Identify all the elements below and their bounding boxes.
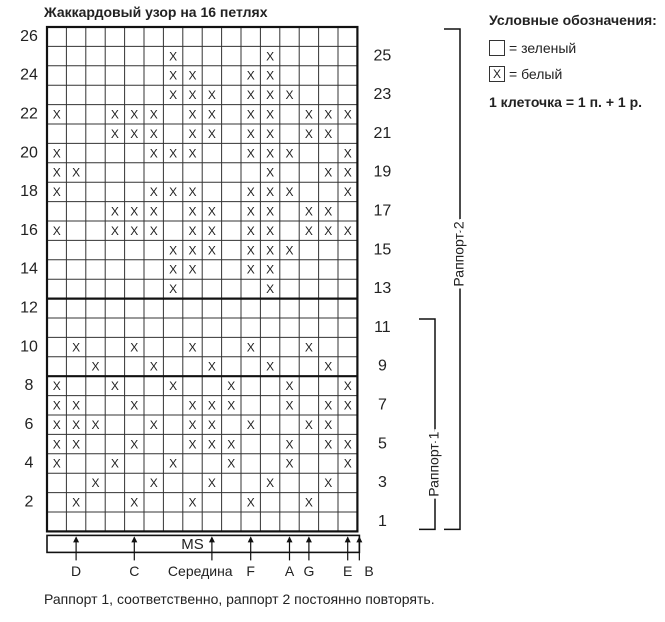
white-stitch-cell: X: [246, 146, 255, 161]
white-stitch-cell: X: [110, 126, 119, 141]
row-number-right: 3: [377, 474, 387, 492]
white-stitch-cell: X: [188, 340, 197, 355]
stitch-marker-label: A: [284, 563, 295, 580]
white-stitch-cell: X: [343, 398, 352, 413]
white-stitch-cell: X: [227, 437, 236, 452]
row-number-left: 10: [20, 338, 38, 356]
white-stitch-cell: X: [207, 243, 216, 258]
chart-title: Жаккардовый узор на 16 петлях: [44, 4, 268, 20]
legend-scale-note: 1 клеточка = 1 п. + 1 р.: [489, 94, 643, 110]
white-stitch-cell: X: [343, 379, 352, 394]
legend-item-label: = белый: [509, 66, 563, 82]
white-stitch-cell: X: [91, 417, 100, 432]
white-stitch-cell: X: [52, 146, 61, 161]
row-number-right: 9: [377, 357, 387, 375]
white-stitch-cell: X: [266, 223, 275, 238]
white-stitch-cell: X: [266, 146, 275, 161]
white-stitch-cell: X: [188, 107, 197, 122]
white-stitch-cell: X: [149, 146, 158, 161]
white-stitch-cell: X: [72, 340, 81, 355]
stitch-marker-label: Середина: [167, 563, 233, 580]
white-stitch-cell: X: [227, 379, 236, 394]
white-stitch-cell: X: [343, 185, 352, 200]
white-stitch-cell: X: [188, 495, 197, 510]
white-stitch-cell: X: [266, 262, 275, 277]
white-stitch-cell: X: [304, 495, 313, 510]
marker-arrow-head: [248, 536, 254, 542]
white-stitch-cell: X: [169, 379, 178, 394]
legend-heading: Условные обозначения:: [489, 12, 657, 28]
row-number-left: 2: [24, 493, 34, 511]
white-stitch-cell: X: [266, 185, 275, 200]
white-stitch-cell: X: [246, 495, 255, 510]
white-stitch-cell: X: [285, 146, 294, 161]
stitch-marker-label: F: [246, 563, 255, 580]
white-stitch-cell: X: [266, 359, 275, 374]
white-stitch-cell: X: [304, 417, 313, 432]
row-number-right: 1: [377, 512, 387, 530]
white-stitch-cell: X: [285, 398, 294, 413]
white-stitch-cell: X: [304, 223, 313, 238]
white-stitch-cell: X: [188, 204, 197, 219]
white-stitch-cell: X: [324, 359, 333, 374]
row-number-right: 11: [374, 318, 391, 336]
white-stitch-cell: X: [149, 204, 158, 219]
row-number-left: 20: [20, 144, 38, 162]
white-stitch-cell: X: [343, 107, 352, 122]
white-stitch-cell: X: [285, 88, 294, 103]
white-stitch-cell: X: [149, 185, 158, 200]
marker-arrow-head: [306, 536, 312, 542]
white-stitch-cell: X: [52, 223, 61, 238]
row-number-left: 4: [24, 454, 34, 472]
white-stitch-cell: X: [130, 126, 139, 141]
white-stitch-cell: X: [343, 165, 352, 180]
marker-arrow-head: [356, 536, 362, 542]
white-stitch-cell: X: [246, 340, 255, 355]
white-stitch-cell: X: [110, 107, 119, 122]
row-number-right: 15: [373, 241, 392, 259]
white-stitch-cell: X: [52, 456, 61, 471]
white-stitch-cell: X: [130, 107, 139, 122]
row-number-right: 17: [373, 202, 392, 220]
white-stitch-cell: X: [285, 243, 294, 258]
white-stitch-cell: X: [169, 49, 178, 64]
white-stitch-cell: X: [110, 223, 119, 238]
marker-arrow-head: [345, 536, 351, 542]
white-stitch-cell: X: [266, 126, 275, 141]
white-stitch-cell: X: [130, 398, 139, 413]
marker-arrow-head: [209, 536, 215, 542]
white-stitch-cell: X: [227, 456, 236, 471]
row-number-left: 6: [24, 415, 34, 433]
white-stitch-cell: X: [324, 165, 333, 180]
white-stitch-cell: X: [130, 437, 139, 452]
white-stitch-cell: X: [285, 185, 294, 200]
white-stitch-cell: X: [188, 185, 197, 200]
white-stitch-cell: X: [149, 126, 158, 141]
white-stitch-cell: X: [324, 476, 333, 491]
white-stitch-cell: X: [285, 379, 294, 394]
white-stitch-cell: X: [304, 107, 313, 122]
white-stitch-cell: X: [188, 146, 197, 161]
row-number-right: 5: [377, 435, 387, 453]
white-stitch-cell: X: [130, 340, 139, 355]
white-stitch-cell: X: [304, 126, 313, 141]
white-stitch-cell: X: [266, 243, 275, 258]
marker-arrow-head: [131, 536, 137, 542]
white-stitch-cell: X: [207, 126, 216, 141]
row-number-left: 24: [20, 66, 38, 84]
white-stitch-cell: X: [246, 68, 255, 83]
white-stitch-cell: X: [246, 417, 255, 432]
white-stitch-cell: X: [149, 417, 158, 432]
stitch-marker-label: D: [71, 563, 82, 580]
white-stitch-cell: X: [324, 126, 333, 141]
white-stitch-cell: X: [207, 398, 216, 413]
white-stitch-cell: X: [246, 88, 255, 103]
white-stitch-cell: X: [149, 359, 158, 374]
row-number-left: 18: [20, 183, 38, 201]
white-stitch-cell: X: [207, 437, 216, 452]
row-number-left: 8: [24, 377, 34, 395]
rapport1-label: Раппорт 1: [425, 431, 442, 497]
white-stitch-cell: X: [52, 185, 61, 200]
white-stitch-cell: X: [91, 359, 100, 374]
white-stitch-cell: X: [130, 204, 139, 219]
white-stitch-cell: X: [72, 417, 81, 432]
white-stitch-cell: X: [169, 185, 178, 200]
white-stitch-cell: X: [304, 340, 313, 355]
white-stitch-cell: X: [52, 437, 61, 452]
row-number-right: 25: [373, 47, 392, 65]
rapport1-bracket: [419, 319, 435, 529]
white-stitch-cell: X: [52, 165, 61, 180]
white-stitch-cell: X: [188, 398, 197, 413]
white-stitch-cell: X: [188, 437, 197, 452]
white-stitch-cell: X: [324, 398, 333, 413]
white-stitch-cell: X: [52, 398, 61, 413]
row-number-left: 14: [20, 260, 38, 278]
white-stitch-cell: X: [169, 88, 178, 103]
white-stitch-cell: X: [188, 68, 197, 83]
white-stitch-cell: X: [188, 417, 197, 432]
white-stitch-cell: X: [72, 165, 81, 180]
row-number-right: 21: [373, 124, 392, 142]
white-stitch-cell: X: [227, 398, 236, 413]
footnote: Раппорт 1, соответственно, раппорт 2 постоянно повторять.: [44, 591, 435, 607]
row-number-left: 12: [20, 299, 38, 317]
white-stitch-cell: X: [169, 68, 178, 83]
white-stitch-cell: X: [266, 88, 275, 103]
white-stitch-cell: X: [130, 495, 139, 510]
white-stitch-cell: X: [169, 282, 178, 297]
white-stitch-cell: X: [266, 204, 275, 219]
ms-label: MS: [181, 535, 204, 553]
white-stitch-cell: X: [246, 204, 255, 219]
white-stitch-cell: X: [285, 437, 294, 452]
white-stitch-cell: X: [149, 107, 158, 122]
legend-x-cell-icon: X: [489, 66, 505, 82]
white-stitch-cell: X: [91, 476, 100, 491]
white-stitch-cell: X: [52, 417, 61, 432]
white-stitch-cell: X: [324, 417, 333, 432]
white-stitch-cell: X: [285, 456, 294, 471]
white-stitch-cell: X: [188, 223, 197, 238]
white-stitch-cell: X: [266, 282, 275, 297]
stitch-marker-label: B: [364, 563, 374, 580]
white-stitch-cell: X: [266, 68, 275, 83]
white-stitch-cell: X: [266, 165, 275, 180]
white-stitch-cell: X: [169, 456, 178, 471]
white-stitch-cell: X: [52, 107, 61, 122]
marker-arrow-head: [287, 536, 293, 542]
white-stitch-cell: X: [72, 495, 81, 510]
white-stitch-cell: X: [266, 49, 275, 64]
white-stitch-cell: X: [188, 262, 197, 277]
white-stitch-cell: X: [52, 379, 61, 394]
white-stitch-cell: X: [324, 107, 333, 122]
white-stitch-cell: X: [130, 223, 139, 238]
white-stitch-cell: X: [246, 185, 255, 200]
white-stitch-cell: X: [207, 476, 216, 491]
white-stitch-cell: X: [207, 417, 216, 432]
white-stitch-cell: X: [246, 223, 255, 238]
white-stitch-cell: X: [110, 379, 119, 394]
white-stitch-cell: X: [246, 107, 255, 122]
white-stitch-cell: X: [324, 204, 333, 219]
white-stitch-cell: X: [207, 204, 216, 219]
row-number-right: 13: [373, 280, 392, 298]
row-number-left: 26: [20, 27, 38, 45]
white-stitch-cell: X: [324, 437, 333, 452]
white-stitch-cell: X: [207, 88, 216, 103]
white-stitch-cell: X: [343, 223, 352, 238]
white-stitch-cell: X: [188, 243, 197, 258]
row-number-left: 16: [20, 221, 38, 239]
white-stitch-cell: X: [207, 107, 216, 122]
white-stitch-cell: X: [324, 223, 333, 238]
white-stitch-cell: X: [207, 359, 216, 374]
stitch-marker-label: G: [303, 563, 315, 580]
white-stitch-cell: X: [188, 126, 197, 141]
white-stitch-cell: X: [169, 262, 178, 277]
rapport2-label: Раппорт 2: [450, 221, 467, 287]
legend-item-label: = зеленый: [509, 40, 577, 56]
white-stitch-cell: X: [246, 126, 255, 141]
white-stitch-cell: X: [246, 243, 255, 258]
stitch-marker-label: C: [129, 563, 140, 580]
row-number-right: 19: [373, 163, 392, 181]
white-stitch-cell: X: [72, 437, 81, 452]
white-stitch-cell: X: [149, 223, 158, 238]
white-stitch-cell: X: [343, 146, 352, 161]
white-stitch-cell: X: [72, 398, 81, 413]
row-number-right: 23: [373, 86, 392, 104]
marker-arrow-head: [73, 536, 79, 542]
row-number-right: 7: [377, 396, 387, 414]
white-stitch-cell: X: [343, 456, 352, 471]
white-stitch-cell: X: [169, 243, 178, 258]
white-stitch-cell: X: [343, 437, 352, 452]
stitch-marker-label: E: [343, 563, 353, 580]
white-stitch-cell: X: [188, 88, 197, 103]
white-stitch-cell: X: [110, 204, 119, 219]
white-stitch-cell: X: [266, 107, 275, 122]
white-stitch-cell: X: [246, 262, 255, 277]
white-stitch-cell: X: [149, 476, 158, 491]
white-stitch-cell: X: [207, 223, 216, 238]
white-stitch-cell: X: [266, 476, 275, 491]
white-stitch-cell: X: [304, 204, 313, 219]
white-stitch-cell: X: [169, 146, 178, 161]
row-number-left: 22: [20, 105, 38, 123]
white-stitch-cell: X: [110, 456, 119, 471]
